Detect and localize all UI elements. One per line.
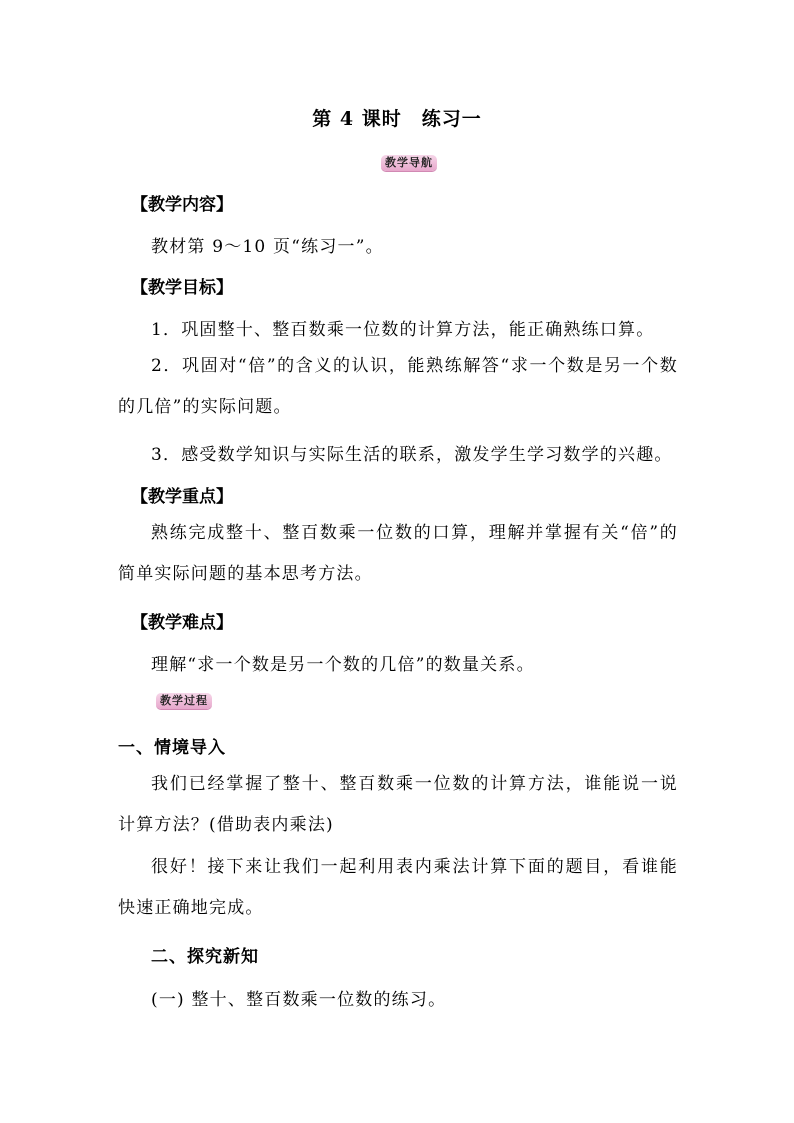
teaching-navigation-tag: 教学导航 bbox=[381, 155, 437, 171]
part-one-text-1: 我们已经掌握了整十、整百数乘一位数的计算方法，谁能说一说计算方法？(借助表内乘法) bbox=[118, 774, 678, 835]
goal-item-3: 3．感受数学知识与实际生活的联系，激发学生学习数学的兴趣。 bbox=[151, 445, 673, 465]
part-one-heading: 一、情境导入 bbox=[118, 738, 226, 758]
goal-item-1: 1．巩固整十、整百数乘一位数的计算方法，能正确熟练口算。 bbox=[151, 320, 655, 340]
teaching-process-tag: 教学过程 bbox=[156, 693, 212, 709]
goal-item-2: 2．巩固对“倍”的含义的认识，能熟练解答“求一个数是另一个数的几倍”的实际问题。 bbox=[118, 356, 678, 417]
difficulties-heading: 【教学难点】 bbox=[131, 613, 233, 633]
part-two-heading: 二、探究新知 bbox=[151, 947, 259, 967]
part-one-text-2: 很好！接下来让我们一起利用表内乘法计算下面的题目，看谁能快速正确地完成。 bbox=[118, 857, 678, 918]
teaching-content-heading: 【教学内容】 bbox=[131, 195, 233, 215]
key-points-text: 熟练完成整十、整百数乘一位数的口算，理解并掌握有关“倍”的简单实际问题的基本思考方法。 bbox=[118, 523, 678, 584]
part-two-item-1: (一) 整十、整百数乘一位数的练习。 bbox=[151, 990, 447, 1010]
key-points-heading: 【教学重点】 bbox=[131, 487, 233, 507]
teaching-goals-heading: 【教学目标】 bbox=[131, 278, 233, 298]
teaching-content-text: 教材第 9～10 页“练习一”。 bbox=[151, 237, 384, 257]
lesson-title: 第 4 课时 练习一 bbox=[312, 108, 482, 130]
difficulties-text: 理解“求一个数是另一个数的几倍”的数量关系。 bbox=[151, 655, 535, 675]
